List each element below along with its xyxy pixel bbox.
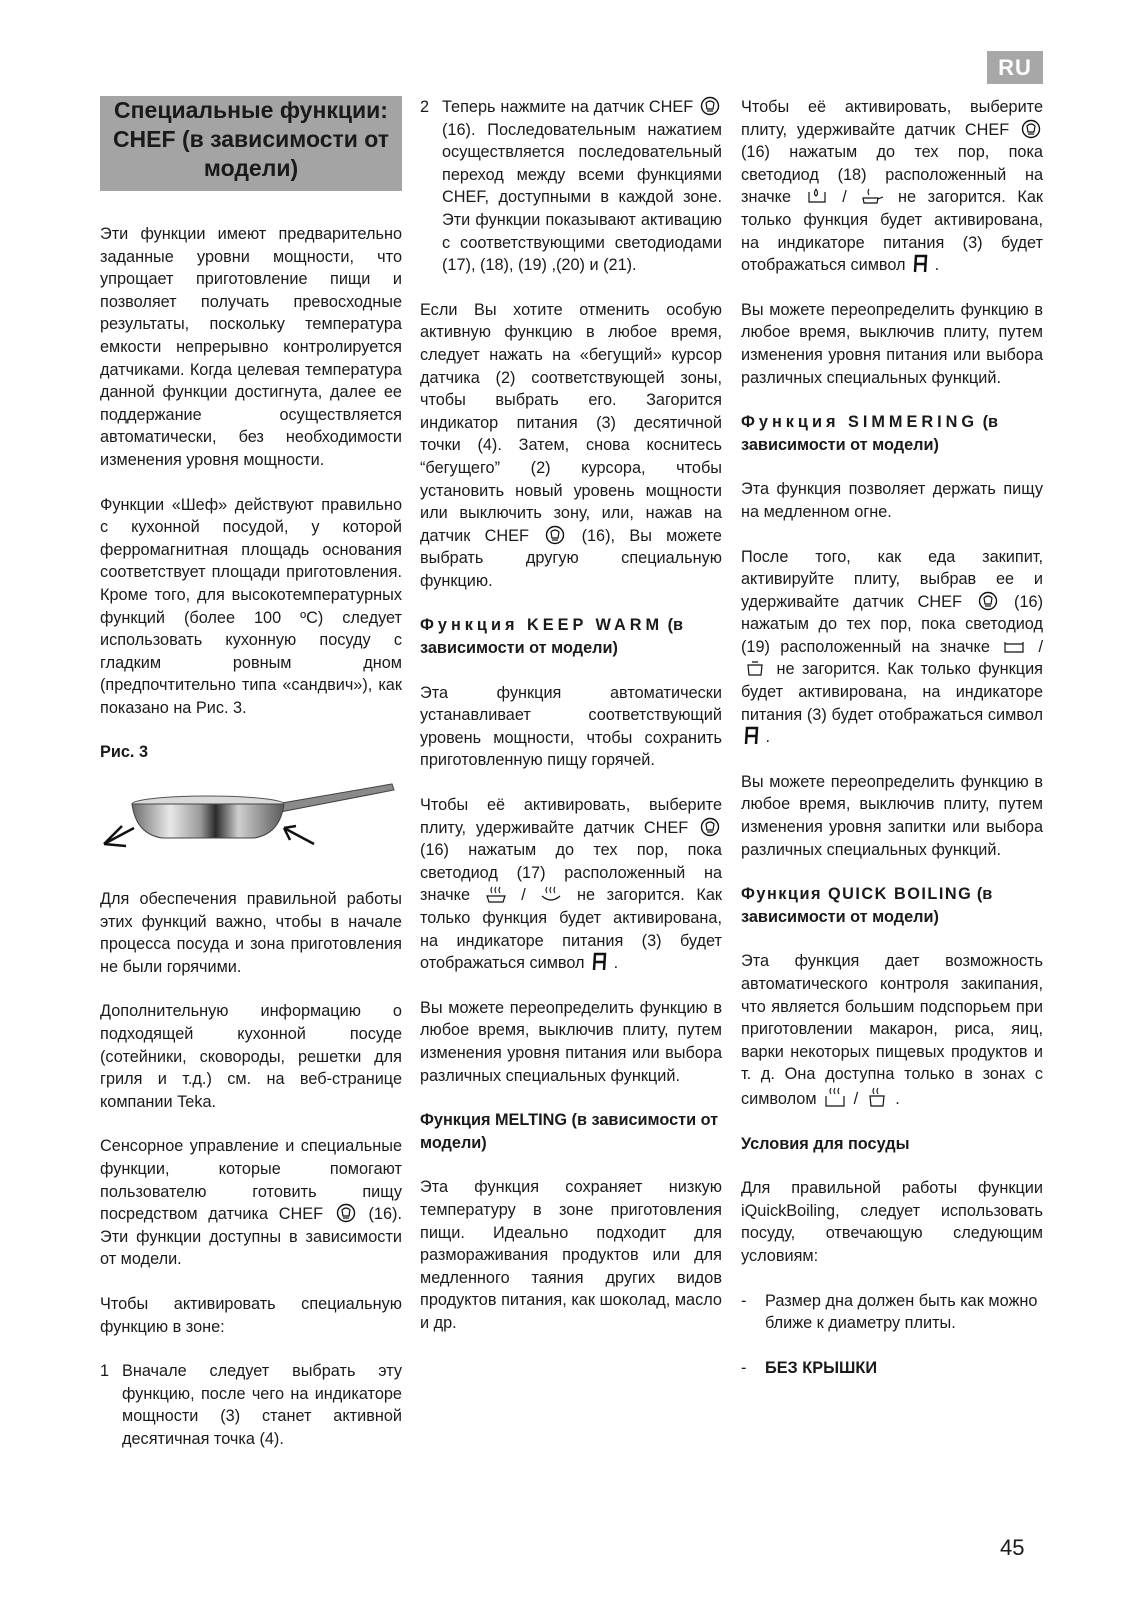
chef-sensor-icon	[336, 1203, 356, 1223]
melting-pan-icon	[860, 186, 884, 206]
numbered-step-2	[420, 96, 722, 277]
paragraph	[420, 299, 722, 593]
paragraph-text: (16), Вы можете выбрать другую специальную функцию.	[420, 526, 722, 590]
paragraph-text: (16). Эти функции доступны в зависимости от модели.	[100, 1205, 402, 1269]
page-number: 45	[1000, 1535, 1025, 1560]
heading-part: Функция QUICK BOILING	[741, 885, 973, 904]
melting-icon	[805, 186, 829, 206]
step-number: 2	[420, 98, 430, 116]
heading-part: (в зависимости от модели)	[741, 413, 999, 454]
heading-part: (в зависимости от модели)	[420, 616, 684, 658]
period: .	[765, 728, 771, 747]
step-text: Вначале следует выбрать эту функцию, после чего на индикаторе мощности (3) станет активной десятичная точка (4).	[122, 1362, 402, 1448]
paragraph-text: (16) нажатым до тех пор, пока светодиод (17) расположенный на значке	[420, 841, 722, 905]
separator: /	[1038, 637, 1043, 656]
chef-sensor-icon	[545, 525, 565, 545]
paragraph: Эти функции имеют предварительно заданные уровни мощности, что упрощает приготовление пищи и позволяет получать превосходные результаты, поскольку температура емкости непрерывно контролируется датчиками. Когда целевая температура данной функции достигнута, далее ее поддержание осуществляется автоматически, без необходимости изменения уровня мощности.	[100, 225, 402, 469]
quick-boiling-heading	[741, 883, 1043, 928]
separator: /	[842, 188, 847, 207]
separator: /	[521, 886, 526, 905]
paragraph: Чтобы активировать специальную функцию в зоне:	[100, 1294, 402, 1336]
paragraph-text: не загорится. Как только функция будет активирована, на индикаторе питания (3) будет отображаться символ	[741, 660, 1043, 724]
step-text-part: Теперь нажмите на датчик CHEF	[442, 98, 694, 116]
paragraph-text: Чтобы её активировать, выберите плиту, удерживайте датчик CHEF	[741, 98, 1043, 139]
cookware-conditions-heading: Условия для посуды	[741, 1134, 910, 1153]
paragraph: Эта функция сохраняет низкую температуру в зоне приготовления пищи. Идеально подходит для размораживания продуктов или для медленного таяния других видов продуктов питания, как шоколад, масло и др.	[420, 1178, 722, 1332]
quick-boil-pot-icon	[865, 1086, 889, 1108]
period: .	[613, 954, 619, 973]
list-item	[741, 1357, 1043, 1380]
figure-label: Рис. 3	[100, 743, 149, 762]
paragraph-text: (16) нажатым до тех пор, пока светодиод (19) расположенный на значке	[741, 592, 1044, 656]
paragraph-text: Чтобы её активировать, выберите плиту, удерживайте датчик CHEF	[420, 796, 722, 837]
paragraph	[741, 950, 1043, 1110]
period: .	[895, 1089, 900, 1108]
frying-pan-illustration	[100, 782, 402, 868]
column-1	[100, 96, 402, 1473]
list-dash: -	[741, 1358, 747, 1377]
chef-sensor-icon	[978, 591, 998, 611]
chef-sensor-icon	[700, 96, 720, 116]
paragraph-text: (16) нажатым до тех пор, пока светодиод (18) расположенный на значке	[741, 143, 1043, 207]
display-symbol-icon	[743, 726, 759, 746]
paragraph: Вы можете переопределить функцию в любое время, выключив плиту, путем изменения уровня питания или выбора различных специальных функций.	[741, 300, 1043, 387]
display-symbol-icon	[912, 254, 928, 274]
paragraph: Вы можете переопределить функцию в любое время, выключив плиту, путем изменения уровня питания или выбора различных специальных функций.	[420, 998, 722, 1085]
melting-heading: Функция MELTING (в зависимости от модели)	[420, 1111, 719, 1152]
chef-sensor-icon	[1021, 119, 1041, 139]
paragraph-text: Если Вы хотите отменить особую активную функцию в любое время, следует нажать на «бегущий» курсор датчика (2) соответствующей зоны, чтобы выбрать его. Загорится индикатор питания (3) десятичной точки (4). Затем, снова коснитесь “бегущего” (2) курсора, чтобы установить новый уровень мощности или выключить зону, или, нажав на датчик CHEF	[420, 300, 722, 545]
heading-part: Функция SIMMERING	[741, 413, 979, 432]
section-title: Специальные функции: CHEF (в зависимости от модели)	[100, 96, 402, 191]
paragraph	[420, 794, 722, 975]
display-symbol-icon	[591, 952, 607, 972]
paragraph	[741, 546, 1043, 749]
list-item-text: Размер дна должен быть как можно ближе к диаметру плиты.	[765, 1291, 1038, 1333]
simmering-icon	[1002, 636, 1026, 656]
simmering-pot-icon	[743, 658, 767, 678]
step-number: 1	[100, 1362, 110, 1381]
paragraph: Для правильной работы функции iQuickBoiling, следует использовать посуду, отвечающую следующим условиям:	[741, 1179, 1043, 1265]
separator: /	[853, 1089, 859, 1108]
list-item	[741, 1290, 1043, 1335]
paragraph-text: Сенсорное управление и специальные функции, которые помогают пользователю готовить пищу посредством датчика CHEF	[100, 1137, 402, 1224]
quick-boil-icon	[823, 1086, 847, 1108]
numbered-step-1	[100, 1360, 402, 1450]
paragraph: Эта функция позволяет держать пищу на медленном огне.	[741, 480, 1043, 521]
frying-pan-figure	[100, 782, 402, 868]
paragraph-text: Эта функция дает возможность автоматического контроля закипания, что является большим подспорьем при приготовлении макарон, риса, яиц, варки некоторых пищевых продуктов и т. д. Она доступна только в зонах с символом	[741, 952, 1043, 1108]
paragraph-text: не загорится. Как только функция будет активирована, на индикаторе питания (3) будет отображаться символ	[420, 886, 723, 973]
list-dash: -	[741, 1291, 747, 1310]
paragraph: Для обеспечения правильной работы этих функций важно, чтобы в начале процесса посуда и зона приготовления не были горячими.	[100, 890, 402, 976]
period: .	[934, 256, 940, 275]
simmering-heading	[741, 411, 1043, 456]
paragraph: Функции «Шеф» действуют правильно с кухонной посудой, у которой ферромагнитная площадь основания соответствует площади приготовления. Кроме того, для высокотемпературных функций (более 100 ºC) следует использовать кухонную посуду с гладким ровным дном (предпочтительно типа «сандвич»), как показано на Рис. 3.	[100, 495, 402, 717]
language-badge: RU	[987, 51, 1043, 84]
heading-part: (в зависимости от модели)	[741, 885, 993, 926]
paragraph: Дополнительную информацию о подходящей кухонной посуде (сотейники, сковороды, решетки для гриля и т.д.) см. на веб-странице компании Teka.	[100, 1002, 402, 1111]
paragraph-text: не загорится. Как только функция будет активирована, на индикаторе питания (3) будет отображаться символ	[741, 188, 1044, 275]
keep-warm-pot-icon	[539, 884, 563, 904]
keep-warm-icon	[484, 884, 508, 904]
heading-part: Функция KEEP WARM	[420, 616, 664, 635]
paragraph: Вы можете переопределить функцию в любое время, выключив плиту, путем изменения уровня запитки или выбора различных специальных функций.	[741, 772, 1043, 859]
chef-sensor-icon	[700, 817, 720, 837]
paragraph	[100, 1135, 402, 1271]
column-3	[741, 96, 1043, 1401]
paragraph-text: После того, как еда закипит, активируйте плиту, выбрав ее и удерживайте датчик CHEF	[741, 547, 1043, 611]
keep-warm-heading	[420, 614, 722, 659]
step-text-part: (16). Последовательным нажатием осуществляется последовательный переход между всеми функциями CHEF, доступными в каждой зоне. Эти функции показывают активацию с соответствующими светодиодами (17), (18), (19) ,(20) и (21).	[442, 120, 722, 275]
paragraph	[741, 96, 1043, 277]
list-item-text: БЕЗ КРЫШКИ	[765, 1358, 878, 1377]
step-text	[442, 96, 722, 277]
column-2	[420, 96, 722, 1357]
paragraph: Эта функция автоматически устанавливает соответствующий уровень мощности, чтобы сохранить приготовленную пищу горячей.	[420, 683, 722, 770]
